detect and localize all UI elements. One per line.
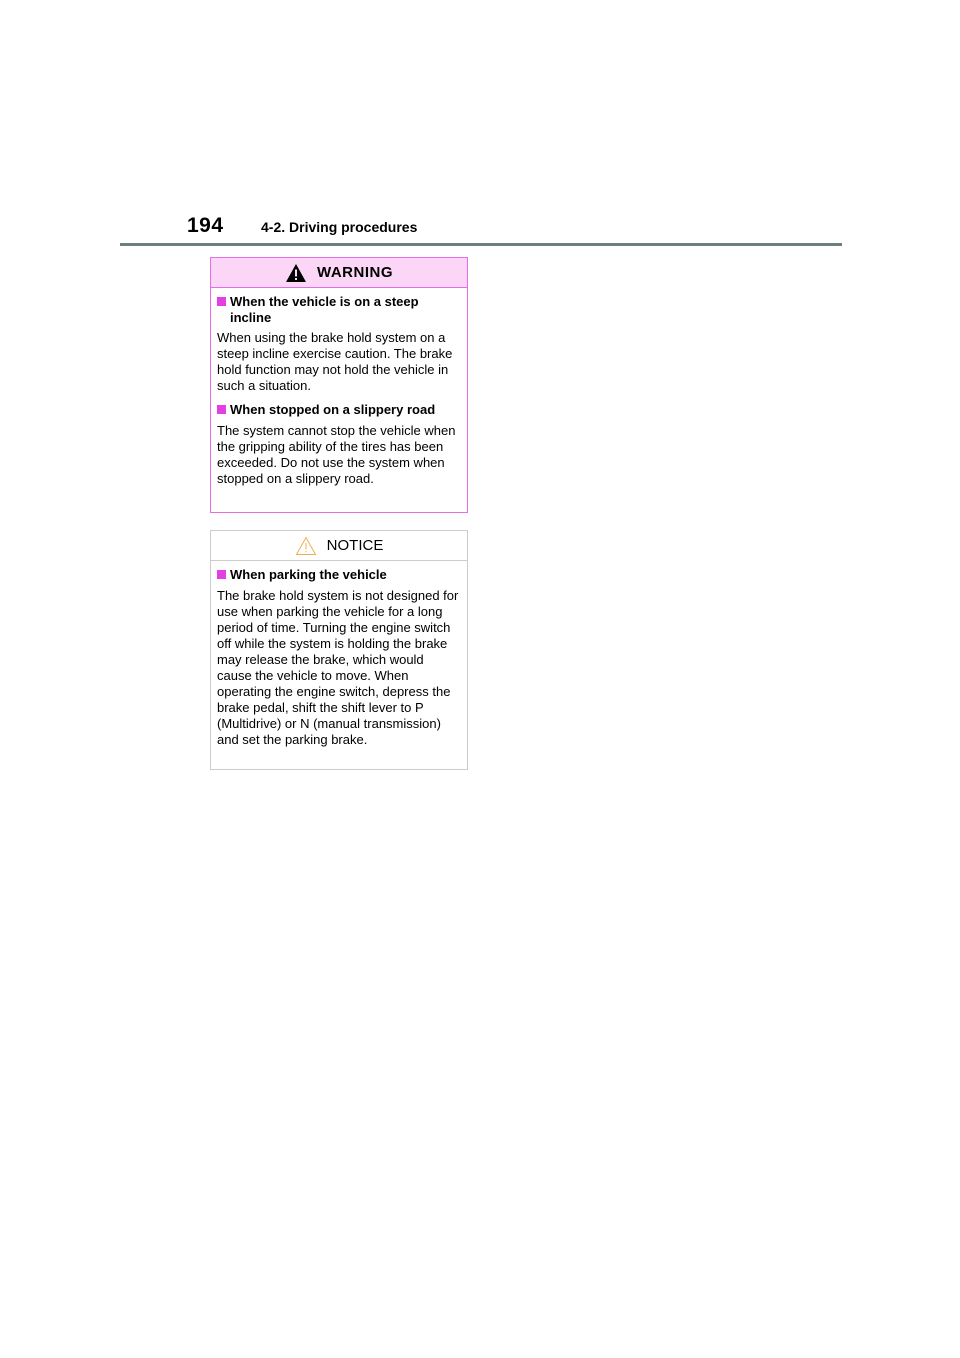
page-number: 194 xyxy=(187,214,224,237)
warning-item-text: When using the brake hold system on a steep incline exercise caution. The brake hold function may not hold the vehicle in such a situation. xyxy=(217,330,453,393)
warning-item-text: The system cannot stop the vehicle when the gripping ability of the tires has been exceeded. Do not use the system when stopped on a slippery road. xyxy=(217,422,456,486)
section-title: 4-2. Driving procedures xyxy=(261,219,418,235)
warning-label: WARNING xyxy=(317,263,393,281)
warning-header xyxy=(211,258,467,288)
notice-item-text: The brake hold system is not designed for use when parking the vehicle for a long period of time. Turning the engine switch off while the system is holding the brake may release the brake, which would cause the vehicle to move. When operating the engine switch, depress the brake pedal, shift the shift lever to P (Multidrive) or N (manual transmission) and set the parking brake. xyxy=(217,587,459,747)
square-bullet-icon xyxy=(217,297,226,306)
notice-box xyxy=(210,530,468,770)
notice-label: NOTICE xyxy=(326,536,384,554)
square-bullet-icon xyxy=(217,405,226,414)
notice-item-title xyxy=(217,567,461,583)
notice-triangle-icon xyxy=(295,536,317,556)
header-rule xyxy=(120,243,842,246)
notice-header xyxy=(211,531,467,561)
warning-item-title xyxy=(217,402,461,418)
square-bullet-icon xyxy=(217,570,226,579)
warning-body xyxy=(211,288,467,487)
warning-item-title xyxy=(217,294,461,325)
notice-item-title-text: When parking the vehicle xyxy=(230,567,387,582)
warning-item-title-text: When the vehicle is on a steep incline xyxy=(230,294,419,325)
warning-triangle-icon xyxy=(285,263,307,283)
notice-body xyxy=(211,561,467,748)
warning-item-title-text: When stopped on a slippery road xyxy=(230,402,436,417)
warning-box xyxy=(210,257,468,513)
